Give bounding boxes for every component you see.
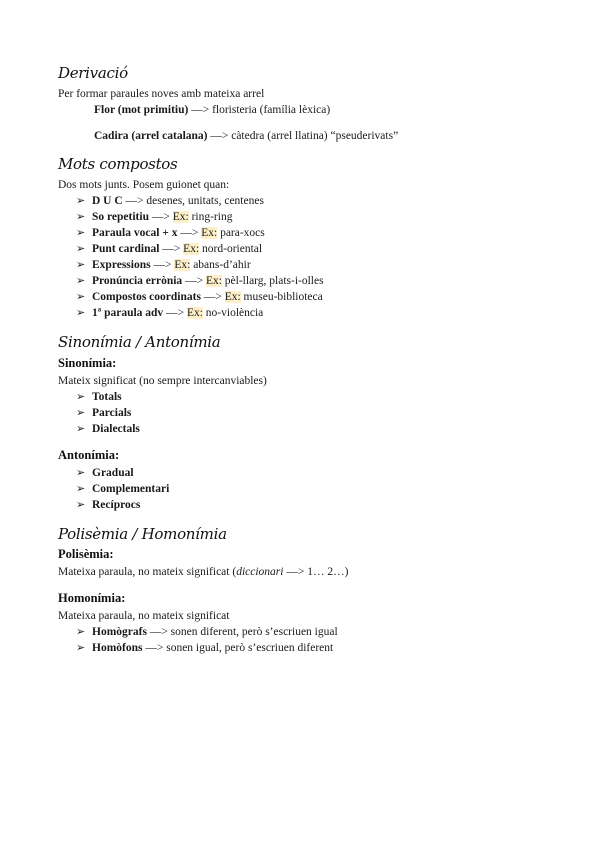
arrow-bullet-icon: ➢	[76, 642, 86, 654]
list-item	[76, 640, 338, 656]
arrow-bullet-icon: ➢	[76, 195, 86, 207]
derivacio-example-2	[94, 128, 398, 144]
item-term: Parcials	[92, 407, 132, 419]
item-arrow: —>	[200, 291, 225, 303]
arrow-bullet-icon: ➢	[76, 423, 86, 435]
item-term: Homòfons	[92, 642, 143, 654]
item-term: Homògrafs	[92, 626, 147, 638]
item-example: ring-ring	[188, 211, 233, 223]
derivacio-intro: Per formar paraules noves amb mateixa arrel	[58, 88, 265, 100]
antonimia-heading: Antonímia:	[58, 448, 120, 462]
item-example: abans-d’ahir	[190, 259, 251, 271]
item-term: Totals	[92, 391, 122, 403]
polisemia-heading: Polisèmia:	[58, 547, 114, 561]
item-arrow: —>	[122, 195, 147, 207]
section-title-derivacio: Derivació	[58, 64, 128, 82]
homonimia-list	[76, 624, 338, 656]
list-item	[76, 305, 324, 321]
list-item	[76, 225, 324, 241]
section-title-sinonimia: Sinonímia / Antonímia	[58, 333, 221, 351]
item-term: Dialectals	[92, 423, 140, 435]
arrow-bullet-icon: ➢	[76, 211, 86, 223]
list-item	[76, 421, 140, 437]
polisemia-text	[58, 564, 348, 580]
list-item	[76, 481, 169, 497]
example-text: —> floristeria (família lèxica)	[188, 104, 331, 116]
item-term: Compostos coordinats	[92, 291, 201, 303]
item-term: Punt cardinal	[92, 243, 160, 255]
polisemia-text-a: Mateixa paraula, no mateix significat (	[58, 566, 237, 578]
list-item	[76, 273, 324, 289]
sinonimia-intro: Mateix significat (no sempre intercanviables)	[58, 375, 267, 387]
section-title-polisemia: Polisèmia / Homonímia	[58, 525, 227, 543]
example-label: Ex:	[183, 243, 200, 255]
polisemia-text-italic: diccionari	[236, 566, 284, 578]
arrow-bullet-icon: ➢	[76, 307, 86, 319]
arrow-bullet-icon: ➢	[76, 275, 86, 287]
item-example: nord-oriental	[199, 243, 263, 255]
item-term: Complementari	[92, 483, 170, 495]
item-arrow: —>	[182, 275, 206, 287]
item-arrow: —>	[177, 227, 202, 239]
derivacio-example-1	[94, 102, 330, 118]
arrow-bullet-icon: ➢	[76, 291, 86, 303]
arrow-bullet-icon: ➢	[76, 499, 86, 511]
item-term: Expressions	[92, 259, 151, 271]
example-label: Ex:	[172, 211, 189, 223]
example-term: Cadira (arrel catalana)	[94, 130, 208, 142]
list-item	[76, 389, 140, 405]
list-item	[76, 257, 324, 273]
list-item	[76, 209, 324, 225]
homonimia-intro: Mateixa paraula, no mateix significat	[58, 610, 230, 622]
list-item	[76, 241, 324, 257]
item-example: para-xocs	[217, 227, 265, 239]
example-text: —> càtedra (arrel llatina) “pseuderivats”	[207, 130, 399, 142]
item-term: Paraula vocal + x	[92, 227, 178, 239]
item-arrow: —>	[150, 259, 175, 271]
item-term: So repetitiu	[92, 211, 149, 223]
item-arrow: —>	[163, 307, 187, 319]
arrow-bullet-icon: ➢	[76, 391, 86, 403]
list-item	[76, 193, 324, 209]
example-label: Ex:	[224, 291, 241, 303]
list-item	[76, 465, 169, 481]
sinonimia-heading: Sinonímia:	[58, 356, 117, 370]
polisemia-text-b: —> 1… 2…)	[283, 566, 349, 578]
item-term: 1ª paraula adv	[92, 307, 164, 319]
example-label: Ex:	[174, 259, 191, 271]
item-example: desenes, unitats, centenes	[146, 195, 264, 207]
item-text: —> sonen igual, però s’escriuen diferent	[142, 642, 334, 654]
section-title-compostos: Mots compostos	[58, 155, 178, 173]
arrow-bullet-icon: ➢	[76, 626, 86, 638]
arrow-bullet-icon: ➢	[76, 483, 86, 495]
item-term: Gradual	[92, 467, 134, 479]
item-arrow: —>	[159, 243, 184, 255]
arrow-bullet-icon: ➢	[76, 227, 86, 239]
item-term: D U C	[92, 195, 123, 207]
item-term: Recíprocs	[92, 499, 141, 511]
list-item	[76, 624, 338, 640]
item-arrow: —>	[148, 211, 173, 223]
arrow-bullet-icon: ➢	[76, 259, 86, 271]
example-label: Ex:	[186, 307, 203, 319]
list-item	[76, 289, 324, 305]
item-term: Pronúncia errònia	[92, 275, 183, 287]
list-item	[76, 497, 169, 513]
item-example: museu-biblioteca	[240, 291, 323, 303]
arrow-bullet-icon: ➢	[76, 467, 86, 479]
example-label: Ex:	[201, 227, 218, 239]
compostos-intro: Dos mots junts. Posem guionet quan:	[58, 179, 230, 191]
antonimia-list	[76, 465, 169, 513]
example-term: Flor (mot primitiu)	[94, 104, 189, 116]
compostos-list	[76, 193, 324, 321]
example-label: Ex:	[205, 275, 222, 287]
arrow-bullet-icon: ➢	[76, 407, 86, 419]
item-text: —> sonen diferent, però s’escriuen igual	[146, 626, 338, 638]
list-item	[76, 405, 140, 421]
sinonimia-list	[76, 389, 140, 437]
item-example: pèl-llarg, plats-i-olles	[221, 275, 324, 287]
homonimia-heading: Homonímia:	[58, 591, 126, 605]
item-example: no-violència	[202, 307, 264, 319]
arrow-bullet-icon: ➢	[76, 243, 86, 255]
